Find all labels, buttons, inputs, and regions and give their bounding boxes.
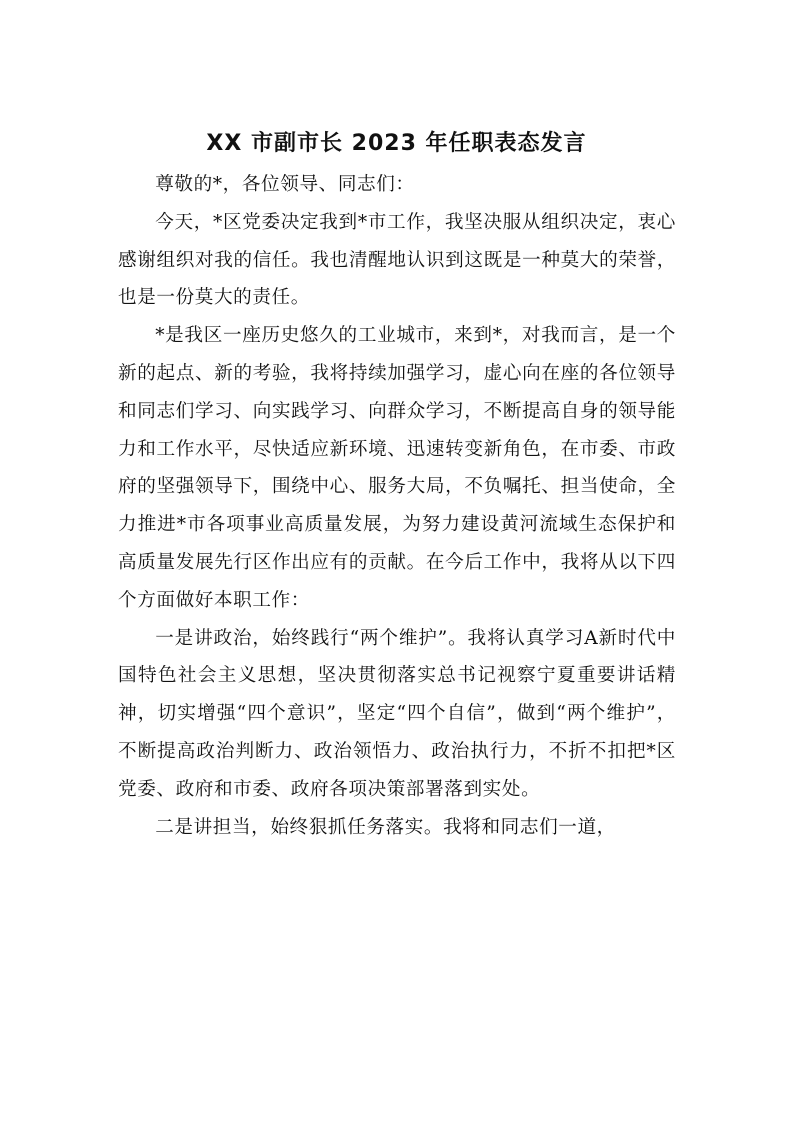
- document-title: XX 市副市长 2023 年任职表态发言: [206, 131, 587, 156]
- document-body: [118, 166, 676, 846]
- politics-paragraph: 一是讲政治，始终践行“两个维护”。我将认真学习A新时代中国特色社会主义思想，坚决贯彻落实总书记视察宁夏重要讲话精神，切实增强“四个意识”，坚定“四个自信”，做到“两个维护”，不断提高政治判断力、政治领悟力、政治执行力，不折不扣把*区党委、政府和市委、政府各项决策部署落到实处。: [118, 627, 676, 800]
- responsibility-paragraph: 二是讲担当，始终狠抓任务落实。我将和同志们一道，: [155, 816, 616, 838]
- salutation-paragraph: 尊敬的*，各位领导、同志们：: [155, 174, 415, 195]
- intro-paragraph: 今天，*区党委决定我到*市工作，我坚决服从组织决定，衷心感谢组织对我的信任。我也清醒地认识到这既是一种莫大的荣誉，也是一份莫大的责任。: [118, 211, 676, 309]
- commitment-paragraph: *是我区一座历史悠久的工业城市，来到*，对我而言，是一个新的起点、新的考验，我将持续加强学习，虚心向在座的各位领导和同志们学习、向实践学习、向群众学习，不断提高自身的领导能力和工作水平，尽快适应新环境、迅速转变新角色，在市委、市政府的坚强领导下，围绕中心、服务大局，不负嘱托、担当使命，全力推进*市各项事业高质量发展，为努力建设黄河流域生态保护和高质量发展先行区作出应有的贡献。在今后工作中，我将从以下四个方面做好本职工作：: [118, 325, 676, 611]
